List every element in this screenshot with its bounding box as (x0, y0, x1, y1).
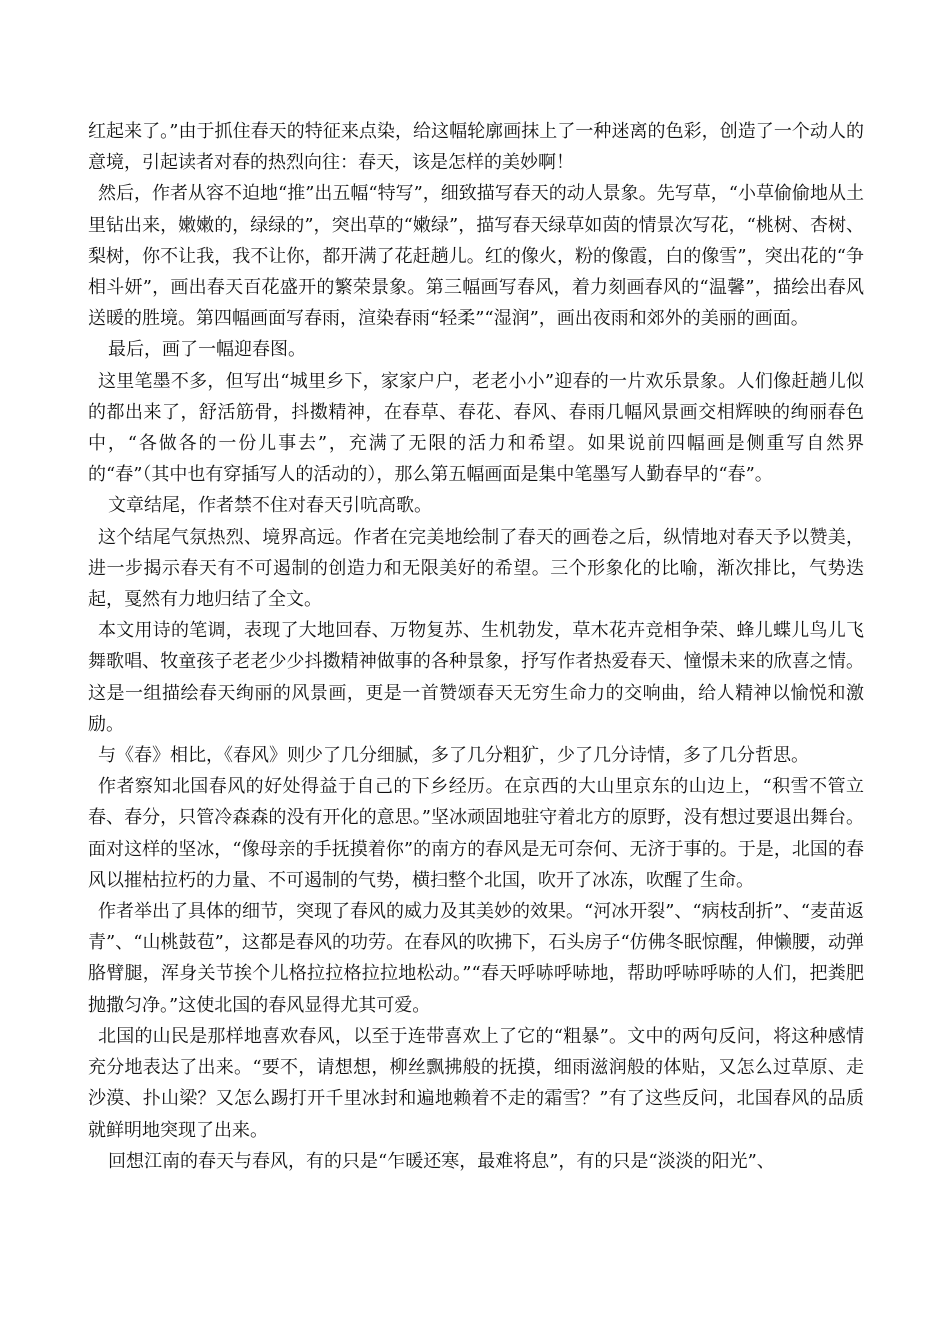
paragraph: 文章结尾，作者禁不住对春天引吭高歌。 (108, 495, 432, 517)
paragraph: 最后，画了一幅迎春图。 (108, 339, 306, 361)
paragraph: 北国的山民是那样地喜欢春风，以至于连带喜欢上了它的“粗暴”。文中的两句反问，将这种感情充分地表达了出来。“要不，请想想，柳丝飘拂般的抚摸，细雨滋润般的体贴，又怎么过草原、走沙漠、扑山梁？又怎么踢打开千里冰封和遍地赖着不走的霜雪？”有了这些反问，北国春风的品质就鲜明地突现了出来。 (88, 1025, 864, 1141)
paragraph: 红起来了。”由于抓住春天的特征来点染，给这幅轮廓画抹上了一种迷离的色彩，创造了一个动人的意境，引起读者对春的热烈向往：春天，该是怎样的美妙啊！ (88, 121, 864, 174)
paragraph: 本文用诗的笔调，表现了大地回春、万物复苏、生机勃发，草木花卉竞相争荣、蜂儿蝶儿鸟儿飞舞歌唱、牧童孩子老老少少抖擞精神做事的各种景象，抒写作者热爱春天、憧憬未来的欣喜之情。这是一组描绘春天绚丽的风景画，更是一首赞颂春天无穷生命力的交响曲，给人精神以愉悦和激励。 (88, 620, 864, 735)
paragraph: 与《春》相比，《春风》则少了几分细腻，多了几分粗犷，少了几分诗情，多了几分哲思。 (98, 745, 809, 767)
paragraph: 作者察知北国春风的好处得益于自己的下乡经历。在京西的大山里京东的山边上，“积雪不管立春、春分，只管冷森森的没有开化的意思。”坚冰顽固地驻守着北方的原野，没有想过要退出舞台。面对这样的坚冰，“像母亲的手抚摸着你”的南方的春风是无可奈何、无济于事的。于是，北国的春风以摧枯拉朽的力量、不可遏制的气势，横扫整个北国，吹开了冰冻，吹醒了生命。 (88, 776, 864, 891)
paragraph: 然后，作者从容不迫地“推”出五幅“特写”，细致描写春天的动人景象。先写草，“小草偷偷地从土里钻出来，嫩嫩的，绿绿的”，突出草的“嫩绿”，描写春天绿草如茵的情景次写花，“桃树、杏树、梨树，你不让我，我不让你，都开满了花赶趟儿。红的像火，粉的像霞，白的像雪”，突出花的“争相斗妍”，画出春天百花盛开的繁荣景象。第三幅画写春风，着力刻画春风的“温馨”，描绘出春风送暖的胜境。第四幅画面写春雨，渲染春雨“轻柔”“湿润”，画出夜雨和郊外的美丽的画面。 (88, 183, 865, 330)
paragraph: 作者举出了具体的细节，突现了春风的威力及其美妙的效果。“河冰开裂”、“病枝刮折”、“麦苗返青”、“山桃鼓苞”，这都是春风的功劳。在春风的吹拂下，石头房子“仿佛冬眠惊醒，伸懒腰，动弹胳臂腿，浑身关节挨个儿格拉拉格拉拉地松动。”“春天呼哧呼哧地，帮助呼哧呼哧的人们，把粪肥抛撒匀净。”这使北国的春风显得尤其可爱。 (88, 901, 865, 1016)
paragraph: 这里笔墨不多，但写出“城里乡下，家家户户，老老小小”迎春的一片欢乐景象。人们像赶趟儿似的都出来了，舒活筋骨，抖擞精神，在春草、春花、春风、春雨几幅风景画交相辉映的绚丽春色中，“各做各的一份儿事去”，充满了无限的活力和希望。如果说前四幅画是侧重写自然界的“春”（其中也有穿插写人的活动的），那么第五幅画面是集中笔墨写人勤春早的“春”。 (88, 370, 864, 486)
paragraph: 回想江南的春天与春风，有的只是“乍暖还寒，最难将息”，有的只是“淡淡的阳光”、 (108, 1150, 775, 1172)
paragraph: 这个结尾气氛热烈、境界高远。作者在完美地绘制了春天的画卷之后，纵情地对春天予以赞美，进一步揭示春天有不可遏制的创造力和无限美好的希望。三个形象化的比喻，渐次排比，气势迭起，戛然有力地归结了全文。 (88, 526, 864, 611)
document-page (88, 116, 864, 1177)
